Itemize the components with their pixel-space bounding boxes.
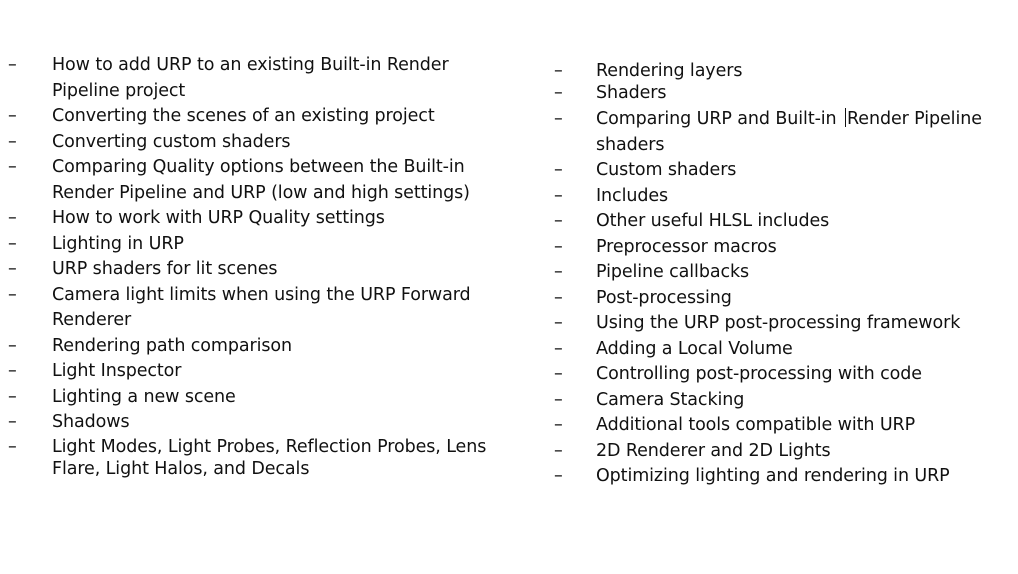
list-item xyxy=(544,337,1004,363)
dash-bullet: – xyxy=(8,386,17,407)
dash-bullet: – xyxy=(554,415,563,435)
text-cursor xyxy=(845,108,846,127)
list-item xyxy=(544,158,1004,184)
list-item xyxy=(544,60,1004,82)
dash-bullet: – xyxy=(554,211,563,231)
list-item-text: Converting the scenes of an existing project xyxy=(52,106,435,126)
dash-bullet: – xyxy=(554,338,563,359)
list-item-text: How to add URP to an existing Built-in Render Pipeline project xyxy=(52,55,449,101)
list-item-text: Includes xyxy=(596,185,669,206)
dash-bullet: – xyxy=(554,389,563,410)
list-item-text: Other useful HLSL includes xyxy=(596,211,830,231)
dash-bullet: – xyxy=(554,287,563,308)
list-item xyxy=(0,436,500,480)
list-item-text: Lighting a new scene xyxy=(52,386,236,407)
list-item xyxy=(0,232,500,258)
list-item xyxy=(544,413,1004,439)
list-item-text: Camera light limits when using the URP Forward Renderer xyxy=(52,284,471,330)
list-item xyxy=(0,283,500,334)
dash-bullet: – xyxy=(554,185,563,206)
dash-bullet: – xyxy=(554,313,563,333)
list-item xyxy=(544,107,1004,158)
list-item xyxy=(544,82,1004,104)
list-item-text: 2D Renderer and 2D Lights xyxy=(596,440,831,461)
dash-bullet: – xyxy=(8,208,17,228)
list-item-text: Camera Stacking xyxy=(596,389,745,410)
list-item-text: Custom shaders xyxy=(596,160,737,180)
list-item xyxy=(544,184,1004,210)
list-item-text: Shaders xyxy=(596,83,667,103)
list-item-text: Optimizing lighting and rendering in URP xyxy=(596,466,950,486)
list-item-text: Pipeline callbacks xyxy=(596,262,750,282)
list-item xyxy=(0,257,500,283)
list-item xyxy=(544,464,1004,490)
dash-bullet: – xyxy=(554,364,563,384)
list-item xyxy=(544,311,1004,337)
list-item xyxy=(544,388,1004,414)
list-item-text: Controlling post-processing with code xyxy=(596,364,922,384)
list-item xyxy=(544,362,1004,388)
dash-bullet: – xyxy=(554,83,563,103)
dash-bullet: – xyxy=(8,233,17,254)
list-item-text: Shadows xyxy=(52,412,130,432)
list-item xyxy=(544,286,1004,312)
list-item-text: Rendering path comparison xyxy=(52,335,292,356)
dash-bullet: – xyxy=(554,160,563,180)
dash-bullet: – xyxy=(8,361,17,381)
list-item-text: Comparing Quality options between the Built-in Render Pipeline and URP (low and high settings) xyxy=(52,157,470,203)
list-item-text-before-caret: Comparing URP and Built-in xyxy=(596,109,843,129)
dash-bullet: – xyxy=(8,55,17,75)
list-item xyxy=(544,439,1004,465)
list-item-text: Lighting in URP xyxy=(52,233,184,254)
list-item-text: Additional tools compatible with URP xyxy=(596,415,916,435)
list-item-text: Adding a Local Volume xyxy=(596,338,793,359)
dash-bullet: – xyxy=(554,262,563,282)
dash-bullet: – xyxy=(554,466,563,486)
dash-bullet: – xyxy=(8,131,17,152)
list-item-text: Using the URP post-processing framework xyxy=(596,313,961,333)
list-item xyxy=(0,206,500,232)
list-item-text: Light Inspector xyxy=(52,361,182,381)
list-item xyxy=(544,209,1004,235)
dash-bullet: – xyxy=(8,157,17,177)
dash-bullet: – xyxy=(8,284,17,305)
list-item xyxy=(0,53,500,104)
dash-bullet: – xyxy=(8,335,17,356)
list-item xyxy=(0,130,500,156)
list-item xyxy=(544,235,1004,261)
list-item xyxy=(0,410,500,436)
dash-bullet: – xyxy=(8,106,17,126)
dash-bullet: – xyxy=(554,61,563,81)
left-topic-list xyxy=(0,53,500,480)
list-item-text: Preprocessor macros xyxy=(596,236,777,257)
list-item xyxy=(544,260,1004,286)
dash-bullet: – xyxy=(8,259,17,279)
list-item xyxy=(0,104,500,130)
list-item-text: URP shaders for lit scenes xyxy=(52,259,278,279)
dash-bullet: – xyxy=(554,440,563,461)
list-item xyxy=(0,155,500,206)
list-item-text: How to work with URP Quality settings xyxy=(52,208,385,228)
list-item-text: Converting custom shaders xyxy=(52,131,291,152)
list-item xyxy=(0,385,500,411)
list-item xyxy=(0,334,500,360)
dash-bullet: – xyxy=(8,412,17,432)
list-item xyxy=(0,359,500,385)
list-item-text: Light Modes, Light Probes, Reflection Probes, Lens Flare, Light Halos, and Decals xyxy=(52,436,487,479)
dash-bullet: – xyxy=(554,109,563,129)
list-item-text: Post-processing xyxy=(596,287,732,308)
list-item-text: Rendering layers xyxy=(596,61,743,81)
right-topic-list xyxy=(544,60,1004,490)
dash-bullet: – xyxy=(8,436,17,457)
list-item-text-after-caret: Render Pipeline shaders xyxy=(596,109,982,155)
dash-bullet: – xyxy=(554,236,563,257)
